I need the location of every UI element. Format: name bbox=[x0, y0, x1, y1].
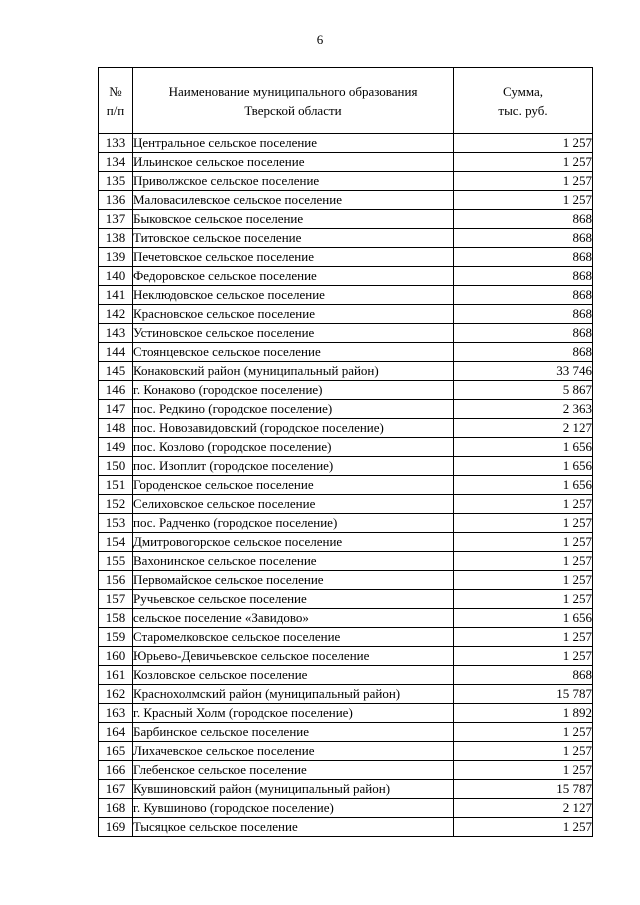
row-municipality-name: сельское поселение «Завидово» bbox=[133, 609, 454, 628]
row-municipality-name: Барбинское сельское поселение bbox=[133, 723, 454, 742]
row-number: 147 bbox=[99, 400, 133, 419]
row-amount: 868 bbox=[454, 324, 593, 343]
row-municipality-name: Титовское сельское поселение bbox=[133, 229, 454, 248]
row-municipality-name: Красновское сельское поселение bbox=[133, 305, 454, 324]
table-row bbox=[99, 267, 593, 286]
row-municipality-name: Кувшиновский район (муниципальный район) bbox=[133, 780, 454, 799]
table-row bbox=[99, 609, 593, 628]
table-body bbox=[99, 134, 593, 837]
table-row bbox=[99, 723, 593, 742]
row-number: 135 bbox=[99, 172, 133, 191]
table-row bbox=[99, 552, 593, 571]
table-row bbox=[99, 666, 593, 685]
row-municipality-name: пос. Изоплит (городское поселение) bbox=[133, 457, 454, 476]
row-number: 158 bbox=[99, 609, 133, 628]
row-number: 134 bbox=[99, 153, 133, 172]
row-municipality-name: Печетовское сельское поселение bbox=[133, 248, 454, 267]
row-number: 165 bbox=[99, 742, 133, 761]
row-municipality-name: Старомелковское сельское поселение bbox=[133, 628, 454, 647]
table-row bbox=[99, 362, 593, 381]
row-municipality-name: Центральное сельское поселение bbox=[133, 134, 454, 153]
row-number: 154 bbox=[99, 533, 133, 552]
row-amount: 868 bbox=[454, 666, 593, 685]
row-amount: 15 787 bbox=[454, 780, 593, 799]
table-row bbox=[99, 495, 593, 514]
row-municipality-name: Быковское сельское поселение bbox=[133, 210, 454, 229]
row-amount: 1 257 bbox=[454, 514, 593, 533]
table-row bbox=[99, 134, 593, 153]
row-number: 159 bbox=[99, 628, 133, 647]
row-municipality-name: г. Конаково (городское поселение) bbox=[133, 381, 454, 400]
row-number: 145 bbox=[99, 362, 133, 381]
row-municipality-name: Маловасилевское сельское поселение bbox=[133, 191, 454, 210]
table-row bbox=[99, 305, 593, 324]
header-name-line1: Наименование муниципального образования bbox=[168, 83, 418, 99]
row-number: 141 bbox=[99, 286, 133, 305]
row-municipality-name: пос. Козлово (городское поселение) bbox=[133, 438, 454, 457]
row-amount: 1 257 bbox=[454, 153, 593, 172]
table-row bbox=[99, 780, 593, 799]
row-number: 140 bbox=[99, 267, 133, 286]
row-amount: 1 257 bbox=[454, 533, 593, 552]
row-municipality-name: Конаковский район (муниципальный район) bbox=[133, 362, 454, 381]
row-amount: 1 656 bbox=[454, 476, 593, 495]
row-number: 137 bbox=[99, 210, 133, 229]
row-number: 133 bbox=[99, 134, 133, 153]
row-municipality-name: г. Кувшиново (городское поселение) bbox=[133, 799, 454, 818]
row-number: 167 bbox=[99, 780, 133, 799]
row-number: 146 bbox=[99, 381, 133, 400]
row-amount: 2 127 bbox=[454, 799, 593, 818]
row-amount: 1 257 bbox=[454, 761, 593, 780]
table-row bbox=[99, 438, 593, 457]
header-name bbox=[133, 68, 454, 134]
row-number: 169 bbox=[99, 818, 133, 837]
table-row bbox=[99, 229, 593, 248]
row-amount: 868 bbox=[454, 210, 593, 229]
row-amount: 1 892 bbox=[454, 704, 593, 723]
row-municipality-name: пос. Редкино (городское поселение) bbox=[133, 400, 454, 419]
table-row bbox=[99, 533, 593, 552]
table-row bbox=[99, 248, 593, 267]
row-amount: 1 257 bbox=[454, 590, 593, 609]
table-row bbox=[99, 818, 593, 837]
row-number: 164 bbox=[99, 723, 133, 742]
row-number: 143 bbox=[99, 324, 133, 343]
row-municipality-name: Первомайское сельское поселение bbox=[133, 571, 454, 590]
row-amount: 1 257 bbox=[454, 723, 593, 742]
row-number: 139 bbox=[99, 248, 133, 267]
table-row bbox=[99, 191, 593, 210]
header-name-line2: Тверской области bbox=[244, 102, 342, 118]
table-row bbox=[99, 343, 593, 362]
table-row bbox=[99, 704, 593, 723]
row-amount: 1 257 bbox=[454, 172, 593, 191]
row-amount: 1 257 bbox=[454, 647, 593, 666]
row-amount: 33 746 bbox=[454, 362, 593, 381]
row-number: 152 bbox=[99, 495, 133, 514]
row-number: 160 bbox=[99, 647, 133, 666]
table-row bbox=[99, 286, 593, 305]
row-number: 148 bbox=[99, 419, 133, 438]
row-amount: 868 bbox=[454, 343, 593, 362]
row-number: 161 bbox=[99, 666, 133, 685]
row-municipality-name: Козловское сельское поселение bbox=[133, 666, 454, 685]
header-number-line2: п/п bbox=[106, 102, 125, 118]
row-number: 157 bbox=[99, 590, 133, 609]
table-row bbox=[99, 647, 593, 666]
row-amount: 1 257 bbox=[454, 628, 593, 647]
row-municipality-name: Приволжское сельское поселение bbox=[133, 172, 454, 191]
table-row bbox=[99, 210, 593, 229]
table-row bbox=[99, 457, 593, 476]
row-number: 138 bbox=[99, 229, 133, 248]
row-amount: 2 127 bbox=[454, 419, 593, 438]
row-number: 162 bbox=[99, 685, 133, 704]
row-municipality-name: Вахонинское сельское поселение bbox=[133, 552, 454, 571]
page-number: 6 bbox=[316, 32, 324, 47]
row-amount: 2 363 bbox=[454, 400, 593, 419]
row-number: 166 bbox=[99, 761, 133, 780]
row-municipality-name: Федоровское сельское поселение bbox=[133, 267, 454, 286]
row-municipality-name: Городенское сельское поселение bbox=[133, 476, 454, 495]
row-amount: 15 787 bbox=[454, 685, 593, 704]
budget-table bbox=[98, 67, 593, 837]
row-municipality-name: Стоянцевское сельское поселение bbox=[133, 343, 454, 362]
row-number: 153 bbox=[99, 514, 133, 533]
row-amount: 868 bbox=[454, 305, 593, 324]
row-number: 156 bbox=[99, 571, 133, 590]
row-municipality-name: Дмитровогорское сельское поселение bbox=[133, 533, 454, 552]
row-municipality-name: Тысяцкое сельское поселение bbox=[133, 818, 454, 837]
row-number: 150 bbox=[99, 457, 133, 476]
row-municipality-name: пос. Новозавидовский (городское поселение) bbox=[133, 419, 454, 438]
row-municipality-name: Лихачевское сельское поселение bbox=[133, 742, 454, 761]
row-number: 149 bbox=[99, 438, 133, 457]
table-row bbox=[99, 419, 593, 438]
row-amount: 868 bbox=[454, 229, 593, 248]
row-municipality-name: г. Красный Холм (городское поселение) bbox=[133, 704, 454, 723]
row-municipality-name: Юрьево-Девичьевское сельское поселение bbox=[133, 647, 454, 666]
table-row bbox=[99, 153, 593, 172]
row-amount: 1 257 bbox=[454, 818, 593, 837]
table-row bbox=[99, 590, 593, 609]
table-header bbox=[99, 68, 593, 134]
header-number-line1: № bbox=[109, 83, 122, 99]
row-amount: 1 257 bbox=[454, 134, 593, 153]
row-amount: 1 257 bbox=[454, 742, 593, 761]
table-row bbox=[99, 400, 593, 419]
row-municipality-name: Селиховское сельское поселение bbox=[133, 495, 454, 514]
table-row bbox=[99, 476, 593, 495]
table-row bbox=[99, 742, 593, 761]
row-municipality-name: Ручьевское сельское поселение bbox=[133, 590, 454, 609]
row-municipality-name: Ильинское сельское поселение bbox=[133, 153, 454, 172]
table-row bbox=[99, 514, 593, 533]
table-row bbox=[99, 628, 593, 647]
row-municipality-name: Неклюдовское сельское поселение bbox=[133, 286, 454, 305]
row-amount: 868 bbox=[454, 248, 593, 267]
table-row bbox=[99, 324, 593, 343]
row-number: 144 bbox=[99, 343, 133, 362]
row-number: 136 bbox=[99, 191, 133, 210]
row-amount: 1 257 bbox=[454, 552, 593, 571]
row-amount: 868 bbox=[454, 267, 593, 286]
row-municipality-name: пос. Радченко (городское поселение) bbox=[133, 514, 454, 533]
row-amount: 1 257 bbox=[454, 571, 593, 590]
row-municipality-name: Устиновское сельское поселение bbox=[133, 324, 454, 343]
table-row bbox=[99, 799, 593, 818]
table-row bbox=[99, 381, 593, 400]
header-sum-line2: тыс. руб. bbox=[498, 102, 548, 118]
table-row bbox=[99, 571, 593, 590]
row-number: 142 bbox=[99, 305, 133, 324]
header-sum-line1: Сумма, bbox=[502, 83, 544, 99]
row-amount: 1 257 bbox=[454, 495, 593, 514]
row-number: 155 bbox=[99, 552, 133, 571]
table-row bbox=[99, 685, 593, 704]
row-amount: 868 bbox=[454, 286, 593, 305]
row-number: 163 bbox=[99, 704, 133, 723]
header-number bbox=[99, 68, 133, 134]
row-amount: 1 656 bbox=[454, 438, 593, 457]
row-amount: 1 656 bbox=[454, 457, 593, 476]
row-amount: 1 257 bbox=[454, 191, 593, 210]
row-municipality-name: Глебенское сельское поселение bbox=[133, 761, 454, 780]
row-amount: 5 867 bbox=[454, 381, 593, 400]
row-number: 151 bbox=[99, 476, 133, 495]
row-number: 168 bbox=[99, 799, 133, 818]
row-municipality-name: Краснохолмский район (муниципальный район) bbox=[133, 685, 454, 704]
table-row bbox=[99, 761, 593, 780]
header-sum bbox=[454, 68, 593, 134]
table-row bbox=[99, 172, 593, 191]
row-amount: 1 656 bbox=[454, 609, 593, 628]
